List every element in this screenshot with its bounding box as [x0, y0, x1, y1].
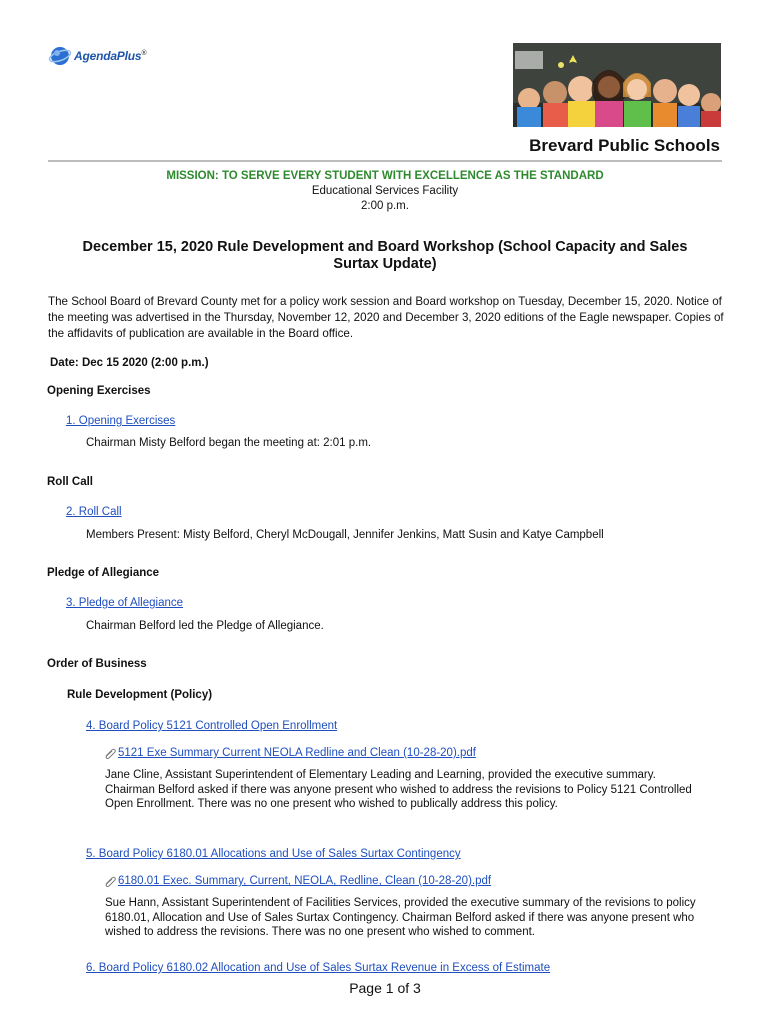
roll-call-minutes: Members Present: Misty Belford, Cheryl McDougall, Jennifer Jenkins, Matt Susin and Katye Campbell: [86, 529, 604, 541]
agendaplus-logo: [48, 43, 146, 69]
meeting-intro: The School Board of Brevard County met for a policy work session and Board workshop on Tuesday, December 15, 2020. Notice of the meeting was advertised in the Thursday, November 12, 2020 and December 3, 2020 editions of the Eagle newspaper. Copies of the affidavits of publication are available in the Board office.: [48, 295, 724, 340]
agenda-item-4-link[interactable]: 4. Board Policy 5121 Controlled Open Enrollment: [86, 720, 338, 732]
header-photo: [513, 43, 721, 127]
meeting-location: Educational Services Facility: [311, 185, 459, 197]
section-heading-pledge: Pledge of Allegiance: [47, 567, 160, 579]
section-heading-order-of-business: Order of Business: [47, 658, 147, 670]
logo-text: AgendaPlus®: [74, 49, 147, 63]
globe-logo-icon: [48, 44, 72, 68]
meeting-time: 2:00 p.m.: [361, 200, 409, 212]
opening-minutes: Chairman Misty Belford began the meeting at: 2:01 p.m.: [86, 437, 372, 449]
attachment-6180-01-link[interactable]: 6180.01 Exec. Summary, Current, NEOLA, Redline, Clean (10-28-20).pdf: [104, 875, 491, 887]
paperclip-icon: [104, 875, 117, 887]
pledge-minutes: Chairman Belford led the Pledge of Allegiance.: [86, 620, 324, 632]
meeting-date: Date: Dec 15 2020 (2:00 p.m.): [50, 357, 209, 369]
header-divider: [48, 160, 722, 162]
section-heading-opening: Opening Exercises: [47, 385, 151, 397]
item-4-comment-line: Chairman Belford asked if there was anyone present who wished to address the revisions to Policy 5121 Controlled Open Enrollment. There was no one present who wished to publically address this policy.: [105, 783, 692, 810]
agenda-item-opening-link[interactable]: 1. Opening Exercises: [66, 415, 176, 427]
item-4-minutes: [105, 768, 721, 812]
page-number: Page 1 of 3: [349, 980, 421, 996]
agenda-item-pledge-link[interactable]: 3. Pledge of Allegiance: [66, 597, 184, 609]
subsection-heading-rule-development: Rule Development (Policy): [67, 689, 213, 701]
agenda-item-6-link[interactable]: 6. Board Policy 6180.02 Allocation and Use of Sales Surtax Revenue in Excess of Estimate: [86, 962, 551, 974]
agenda-item-roll-call-link[interactable]: 2. Roll Call: [66, 506, 122, 518]
item-5-minutes: Sue Hann, Assistant Superintendent of Facilities Services, provided the executive summary of the revisions to policy 6180.01, Allocation and Use of Sales Surtax Contingency. Chairman Belford asked if there was anyone present who wished to address the revisions. There was no one present who wished to comment.: [105, 897, 696, 938]
paperclip-icon: [104, 747, 117, 759]
item-4-summary-line: Jane Cline, Assistant Superintendent of Elementary Leading and Learning, provided the executive summary.: [105, 769, 656, 781]
section-heading-roll-call: Roll Call: [47, 476, 94, 488]
attachment-5121-link[interactable]: 5121 Exe Summary Current NEOLA Redline and Clean (10-28-20).pdf: [104, 747, 476, 759]
agenda-item-5-link[interactable]: 5. Board Policy 6180.01 Allocations and Use of Sales Surtax Contingency: [86, 848, 461, 860]
meeting-title: December 15, 2020 Rule Development and Board Workshop (School Capacity and Sales Surtax Update): [82, 239, 688, 272]
org-name: Brevard Public Schools: [529, 136, 720, 155]
mission-statement: MISSION: TO SERVE EVERY STUDENT WITH EXCELLENCE AS THE STANDARD: [166, 170, 604, 182]
